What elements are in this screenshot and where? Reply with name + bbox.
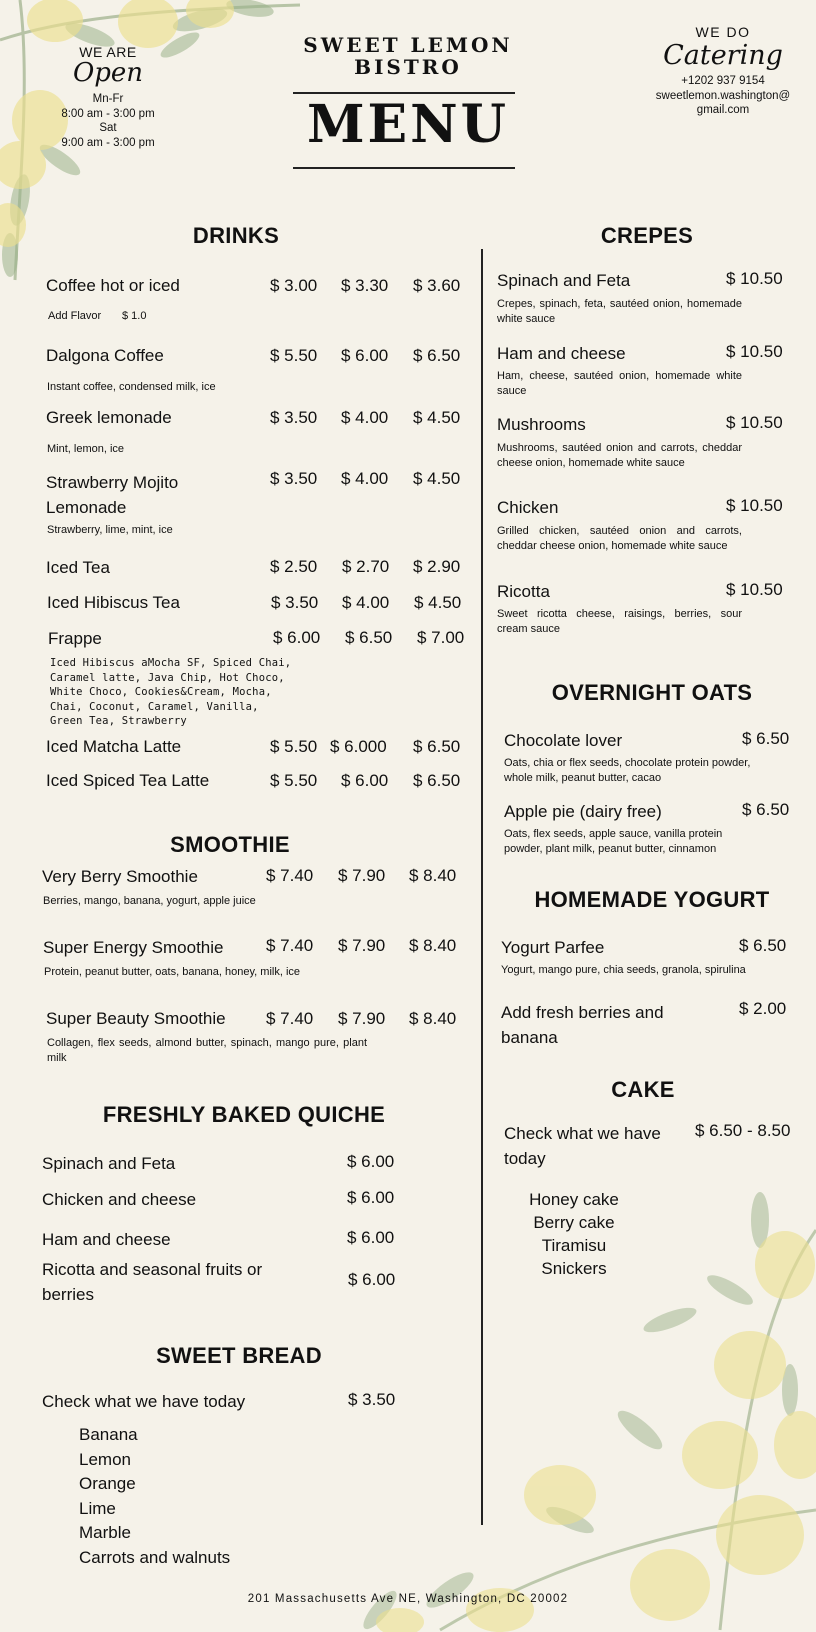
catering-info: [640, 24, 806, 118]
drink-price-large: $ 7.00: [417, 628, 465, 647]
oats-name: Apple pie (dairy free): [504, 802, 662, 821]
oats-title: OVERNIGHT OATS: [551, 680, 753, 705]
smoothie-price-small: $ 7.40: [266, 1009, 314, 1028]
quiche-name: Ham and cheese: [42, 1230, 171, 1249]
brand-name: [276, 34, 540, 78]
cake-flavors: [514, 1188, 634, 1280]
drink-price-large: $ 6.50: [413, 346, 461, 365]
drink-price-small: $ 2.50: [270, 557, 318, 576]
smoothie-price-large: $ 8.40: [409, 1009, 457, 1028]
drink-price-large: $ 6.50: [413, 771, 461, 790]
hours-line: Mn-Fr: [92, 93, 124, 105]
crepe-description: Grilled chicken, sautéed onion and carrots, cheddar cheese onion, homemade white sauce: [497, 525, 742, 552]
yogurt-description: Yogurt, mango pure, chia seeds, granola, spirulina: [501, 964, 746, 976]
add-flavor-label: Add Flavor: [48, 310, 102, 322]
crepe-description: Crepes, spinach, feta, sautéed onion, homemade white sauce: [497, 298, 742, 325]
drink-price-medium: $ 4.00: [342, 593, 390, 612]
cake-price: $ 6.50 - 8.50: [695, 1121, 791, 1140]
smoothie-price-medium: $ 7.90: [338, 936, 386, 955]
drink-name: Frappe: [48, 629, 102, 648]
drink-price-large: $ 2.90: [413, 557, 461, 576]
drink-price-large: $ 6.50: [413, 737, 461, 756]
drink-price-medium: $ 6.00: [341, 346, 389, 365]
smoothie-description: Berries, mango, banana, yogurt, apple juice: [43, 895, 256, 907]
catering-label: WE DO: [695, 24, 751, 40]
list-item: Banana: [79, 1425, 138, 1444]
hours-line: 8:00 am - 3:00 pm: [61, 107, 155, 120]
list-item: Orange: [79, 1474, 136, 1493]
drink-price-small: $ 6.00: [273, 628, 321, 647]
cake-line-2: today: [504, 1149, 546, 1168]
smoothie-title: SMOOTHIE: [170, 832, 290, 857]
drink-price-small: $ 3.00: [270, 276, 318, 295]
smoothie-price-medium: $ 7.90: [338, 866, 386, 885]
drink-price-medium: $ 6.00: [341, 771, 389, 790]
drink-name-line: Strawberry Mojito: [46, 473, 179, 492]
drink-price-medium: $ 6.50: [345, 628, 393, 647]
crepe-description: Sweet ricotta cheese, raisings, berries, sour cream sauce: [497, 608, 742, 635]
list-item: Honey cake: [529, 1190, 619, 1209]
brand-line-2: BISTRO: [354, 55, 462, 79]
yogurt-title: HOMEMADE YOGURT: [534, 887, 770, 912]
list-item: Berry cake: [533, 1213, 615, 1232]
quiche-price: $ 6.00: [347, 1228, 395, 1247]
drink-price-small: $ 5.50: [270, 771, 318, 790]
smoothie-price-medium: $ 7.90: [338, 1009, 386, 1028]
drink-description: Instant coffee, condensed milk, ice: [47, 381, 216, 393]
cake-line-1: Check what we have: [504, 1124, 661, 1143]
sweet-bread-line: Check what we have today: [42, 1392, 246, 1411]
open-script: Open: [72, 58, 144, 88]
cake-title: CAKE: [611, 1077, 675, 1102]
email-line-2: gmail.com: [696, 104, 750, 116]
drink-name: Iced Spiced Tea Latte: [46, 771, 210, 790]
list-item: Lemon: [79, 1449, 131, 1469]
brand-line-1: SWEET LEMON: [303, 33, 513, 57]
drink-price-small: $ 3.50: [270, 408, 318, 427]
oats-name: Chocolate lover: [504, 731, 623, 750]
drink-price-large: $ 3.60: [413, 276, 461, 295]
yogurt-name-line: banana: [501, 1028, 558, 1047]
drink-name: Greek lemonade: [46, 408, 172, 427]
quiche-name: Spinach and Feta: [42, 1154, 176, 1173]
drink-price-medium: $ 4.00: [341, 408, 389, 427]
sweet-bread-price: $ 3.50: [348, 1390, 396, 1409]
drinks-title: DRINKS: [192, 223, 280, 248]
drink-price-small: $ 3.50: [271, 593, 319, 612]
drink-name: Iced Hibiscus Tea: [47, 593, 180, 612]
drink-name: Coffee hot or iced: [46, 276, 180, 295]
drink-name: [46, 470, 178, 520]
yogurt-name: [501, 1000, 664, 1050]
crepe-description: Mushrooms, sautéed onion and carrots, cheddar cheese onion, homemade white sauce: [497, 442, 742, 469]
smoothie-name: Super Energy Smoothie: [43, 938, 224, 957]
cake-line: [504, 1121, 661, 1171]
yogurt-price: $ 6.50: [739, 936, 787, 955]
drink-price-medium: $ 4.00: [341, 469, 389, 488]
yogurt-name-line: Add fresh berries and: [501, 1003, 664, 1022]
crepe-name: Mushrooms: [497, 415, 586, 434]
phone-number: +1202 937 9154: [681, 75, 765, 87]
drink-price-medium: $ 6.000: [330, 737, 387, 756]
crepe-name: Ricotta: [497, 582, 550, 601]
hours-line: Sat: [99, 122, 117, 134]
quiche-name: Chicken and cheese: [42, 1190, 197, 1209]
oats-price: $ 6.50: [742, 800, 790, 819]
quiche-price: $ 6.00: [348, 1270, 396, 1289]
sweet-bread-flavors: [79, 1423, 230, 1570]
list-item: Tiramisu: [541, 1236, 607, 1255]
drink-description: Strawberry, lime, mint, ice: [47, 524, 173, 536]
frappe-flavors: Iced Hibiscus aMocha SF, Spiced Chai, Caramel latte, Java Chip, Hot Choco, White Choco, Cookies&Cream, Mocha, Chai, Coconut, Caramel, Vanilla, Green Tea, Strawberry: [50, 657, 292, 727]
crepe-price: $ 10.50: [726, 413, 783, 432]
list-item: Lime: [79, 1498, 116, 1518]
open-label: WE ARE: [79, 44, 137, 60]
drink-description: Mint, lemon, ice: [47, 443, 125, 455]
smoothie-price-small: $ 7.40: [266, 866, 314, 885]
drink-price-small: $ 5.50: [270, 737, 318, 756]
drink-price-small: $ 5.50: [270, 346, 318, 365]
drink-price-medium: $ 3.30: [341, 276, 389, 295]
drink-name: Iced Matcha Latte: [46, 737, 182, 756]
smoothie-price-large: $ 8.40: [409, 936, 457, 955]
crepe-price: $ 10.50: [726, 342, 783, 361]
drink-price-large: $ 4.50: [414, 593, 462, 612]
crepe-price: $ 10.50: [726, 580, 783, 599]
crepe-price: $ 10.50: [726, 269, 783, 288]
oats-price: $ 6.50: [742, 729, 790, 748]
hours-line: 9:00 am - 3:00 pm: [61, 136, 155, 149]
smoothie-description: Protein, peanut butter, oats, banana, honey, milk, ice: [44, 966, 301, 978]
smoothie-price-large: $ 8.40: [409, 866, 457, 885]
list-item: Snickers: [541, 1259, 607, 1278]
yogurt-name: Yogurt Parfee: [501, 938, 605, 957]
page-title: MENU: [306, 94, 510, 155]
list-item: Marble: [79, 1523, 131, 1542]
quiche-name: [42, 1257, 262, 1307]
crepe-description: Ham, cheese, sautéed onion, homemade white sauce: [497, 370, 742, 397]
smoothie-description: Collagen, flex seeds, almond butter, spinach, mango pure, plant milk: [47, 1037, 367, 1064]
drink-name: Iced Tea: [46, 558, 110, 577]
crepe-name: Spinach and Feta: [497, 271, 631, 290]
email-line-1: sweetlemon.washington@: [655, 89, 791, 102]
crepe-name: Chicken: [497, 498, 559, 517]
crepe-name: Ham and cheese: [497, 344, 626, 363]
quiche-title: FRESHLY BAKED QUICHE: [102, 1102, 386, 1127]
list-item: Carrots and walnuts: [79, 1547, 231, 1567]
smoothie-name: Very Berry Smoothie: [42, 867, 198, 886]
quiche-name-line: berries: [42, 1285, 94, 1304]
drink-name-line: Lemonade: [46, 498, 127, 517]
title-rule-bottom: [293, 167, 515, 169]
crepes-title: CREPES: [600, 223, 694, 248]
sweet-bread-title: SWEET BREAD: [156, 1343, 322, 1368]
drink-name: Dalgona Coffee: [46, 346, 164, 365]
add-flavor-price: $ 1.0: [122, 310, 147, 322]
drink-price-small: $ 3.50: [270, 469, 318, 488]
drink-price-large: $ 4.50: [413, 469, 461, 488]
drink-price-large: $ 4.50: [413, 408, 461, 427]
oats-description: Oats, chia or flex seeds, chocolate protein powder, whole milk, peanut butter, cacao: [504, 757, 751, 784]
crepe-price: $ 10.50: [726, 496, 783, 515]
quiche-price: $ 6.00: [347, 1152, 395, 1171]
smoothie-price-small: $ 7.40: [266, 936, 314, 955]
address: 201 Massachusetts Ave NE, Washington, DC 20002: [247, 1593, 569, 1605]
quiche-price: $ 6.00: [347, 1188, 395, 1207]
yogurt-price: $ 2.00: [739, 999, 787, 1018]
opening-hours: [52, 44, 164, 150]
catering-script: Catering: [663, 40, 783, 71]
quiche-name-line: Ricotta and seasonal fruits or: [42, 1260, 263, 1279]
column-divider: [481, 249, 483, 1525]
smoothie-name: Super Beauty Smoothie: [46, 1009, 226, 1028]
drink-price-medium: $ 2.70: [342, 557, 390, 576]
oats-description: Oats, flex seeds, apple sauce, vanilla protein powder, plant milk, peanut butter, cinnamon: [504, 828, 723, 855]
